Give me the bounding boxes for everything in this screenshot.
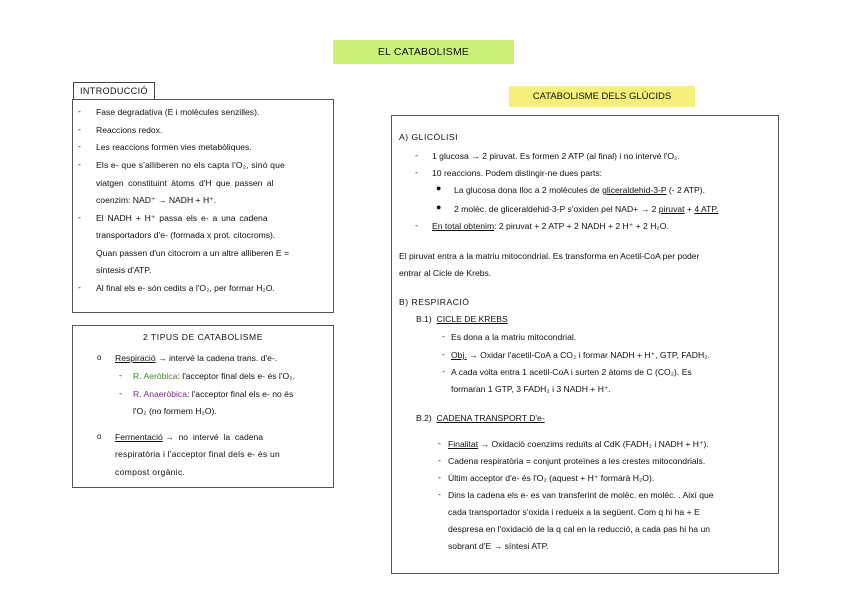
circle-bullet-icon: o	[97, 432, 102, 441]
respiracio-text: → intervé la cadena trans. d'e-.	[155, 353, 278, 363]
glicolisi-text: 2 molèc. de gliceraldehid-3-P s'oxiden pel NAD+ → 2	[454, 204, 659, 214]
dash-marker: -	[438, 489, 441, 499]
obj-term: Obj.	[451, 350, 467, 360]
total-text: : 2 piruvat + 2 ATP + 2 NADH + 2 H⁺ + 2 H₂O.	[494, 221, 669, 231]
glicolisi-text: La glucosa dona lloc a 2 molècules de	[454, 185, 603, 195]
anaerobica-line-2: l'O₂ (no formem H₂O).	[133, 406, 217, 416]
intro-line: Al final els e- són cedits a l'O₂, per formar H₂O.	[96, 283, 275, 293]
dash-marker: -	[78, 106, 81, 116]
respiracio-term: Respiració	[115, 353, 156, 363]
krebs-label: B.1)	[416, 314, 437, 324]
intro-line: El NADH + H⁺ passa els e- a una cadena	[96, 213, 268, 223]
dash-marker: -	[78, 282, 81, 292]
fermentacio-line-2: respiratòria i l'acceptor final dels e- és un	[115, 449, 280, 459]
krebs-title	[416, 313, 508, 325]
cadena-title	[416, 412, 545, 424]
dash-marker: -	[78, 124, 81, 134]
page-title: EL CATABOLISME	[333, 40, 514, 64]
fermentacio-term: Fermentació	[115, 432, 163, 442]
cadena-line-2: Cadena respiratòria = conjunt proteïnes a les crestes mitocondrials.	[448, 456, 706, 466]
anaerobica-term: R. Anaeròbica	[133, 389, 187, 399]
dash-marker: -	[78, 212, 81, 222]
piruvat-line-2: entrar al Cicle de Krebs.	[399, 268, 492, 278]
glicolisi-title: A) GLICÒLISI	[399, 132, 459, 142]
cadena-label: B.2)	[416, 413, 437, 423]
cadena-title-text: CADENA TRANSPORT D'e-	[436, 413, 545, 423]
intro-line: Fase degradativa (E i molècules senzilles).	[96, 107, 260, 117]
glucids-heading: CATABOLISME DELS GLÚCIDS	[509, 86, 695, 107]
anaerobica-line	[133, 388, 293, 400]
dash-marker: -	[442, 349, 445, 359]
fermentacio-text: → no intervé la cadena	[162, 432, 264, 442]
total-term: En total obtenim	[432, 221, 495, 231]
dash-marker: -	[442, 331, 445, 341]
glicolisi-line-1: 1 glucosa → 2 piruvat. Es formen 2 ATP (al final) i no intervé l'O₂.	[432, 151, 680, 161]
intro-heading: INTRODUCCIÓ	[73, 82, 155, 100]
anaerobica-text: : l'acceptor final els e- no és	[186, 389, 294, 399]
intro-line: Les reaccions formen vies metabòliques.	[96, 142, 252, 152]
cadena-line-1	[448, 438, 709, 450]
intro-box	[72, 99, 334, 313]
intro-line: viatgen constituint àtoms d'H que passen al	[96, 178, 274, 188]
krebs-line-3: A cada volta entra 1 acetil-CoA i surten 2 àtoms de C (CO₂). Es	[451, 367, 692, 377]
dash-marker: -	[78, 141, 81, 151]
glicolisi-total	[432, 220, 669, 232]
dash-marker: -	[438, 455, 441, 465]
dash-marker: -	[438, 438, 441, 448]
dash-marker: -	[415, 150, 418, 160]
cadena-line-7: sobrant d'E → síntesi ATP.	[448, 541, 549, 551]
intro-line: Quan passen d'un citocrom a un altre alliberen E =	[96, 248, 289, 258]
krebs-line-1: Es dona a la matriu mitocondrial.	[451, 332, 577, 342]
cadena-text: → Oxidació coenzims reduïts al CdK (FADH₂ i NADH + H⁺).	[478, 439, 709, 449]
intro-line: coenzim: NAD⁺ → NADH + H⁺.	[96, 195, 217, 205]
bullet-icon: ●	[436, 202, 442, 212]
glicolisi-line-2: 10 reaccions. Podem distingir-ne dues parts:	[432, 168, 603, 178]
krebs-text: → Oxidar l'acetil-CoA a CO₂ i formar NADH + H⁺, GTP, FADH₂.	[466, 350, 710, 360]
cadena-line-5: cada transportador s'oxida i redueix a la següent. Com q hi ha + E	[448, 507, 700, 517]
finalitat-term: Finalitat	[448, 439, 479, 449]
glucids-box	[391, 115, 779, 574]
intro-line: Els e- que s'alliberen no els capta l'O₂, sinó que	[96, 160, 285, 170]
tipus-box	[72, 325, 334, 488]
glicolisi-text: (- 2 ATP).	[666, 185, 705, 195]
fermentacio-line-3: compost orgànic.	[115, 467, 186, 477]
bullet-icon: ●	[436, 183, 442, 193]
dash-marker: -	[119, 388, 122, 398]
atp-term: 4 ATP.	[694, 204, 719, 214]
aerobica-line	[133, 370, 295, 382]
glicolisi-text: +	[684, 204, 695, 214]
dash-marker: -	[119, 370, 122, 380]
tipus-heading: 2 TIPUS DE CATABOLISME	[143, 332, 263, 342]
glicolisi-line-4	[454, 203, 718, 215]
respiracio-line	[115, 352, 277, 364]
respiracio-title: B) RESPIRACIÓ	[399, 297, 470, 307]
cadena-line-3: Últim acceptor d'e- és l'O₂ (aquest + H⁺ formarà H₂O).	[448, 473, 655, 483]
glicolisi-line-3	[454, 184, 705, 196]
dash-marker: -	[438, 472, 441, 482]
cadena-line-4: Dins la cadena els e- es van transferint de molèc. en molèc. . Així que	[448, 490, 714, 500]
dash-marker: -	[415, 220, 418, 230]
aerobica-term: R. Aeròbica	[133, 371, 178, 381]
fermentacio-line	[115, 431, 263, 443]
dash-marker: -	[78, 159, 81, 169]
aerobica-text: : l'acceptor final dels e- és l'O₂.	[177, 371, 295, 381]
piruvat-line-1: El piruvat entra a la matriu mitocondrial. Es transforma en Acetil-CoA per poder	[399, 251, 700, 261]
intro-line: Reaccions redox.	[96, 125, 163, 135]
piruvat-term: piruvat	[658, 204, 685, 214]
dash-marker: -	[415, 167, 418, 177]
circle-bullet-icon: o	[97, 353, 102, 362]
intro-line: transportadors d'e- (formada x prot. citocroms).	[96, 230, 276, 240]
intro-line: síntesis d'ATP.	[96, 265, 152, 275]
cadena-line-6: despresa en l'oxidació de la q cal en la reducció, a cada pas hi ha un	[448, 524, 711, 534]
krebs-line-2	[451, 349, 710, 361]
krebs-line-4: formaran 1 GTP, 3 FADH₂ i 3 NADH + H⁺.	[451, 384, 611, 394]
krebs-title-text: CICLE DE KREBS	[436, 314, 508, 324]
dash-marker: -	[442, 366, 445, 376]
gliceraldehid-term: gliceraldehid-3-P	[602, 185, 667, 195]
